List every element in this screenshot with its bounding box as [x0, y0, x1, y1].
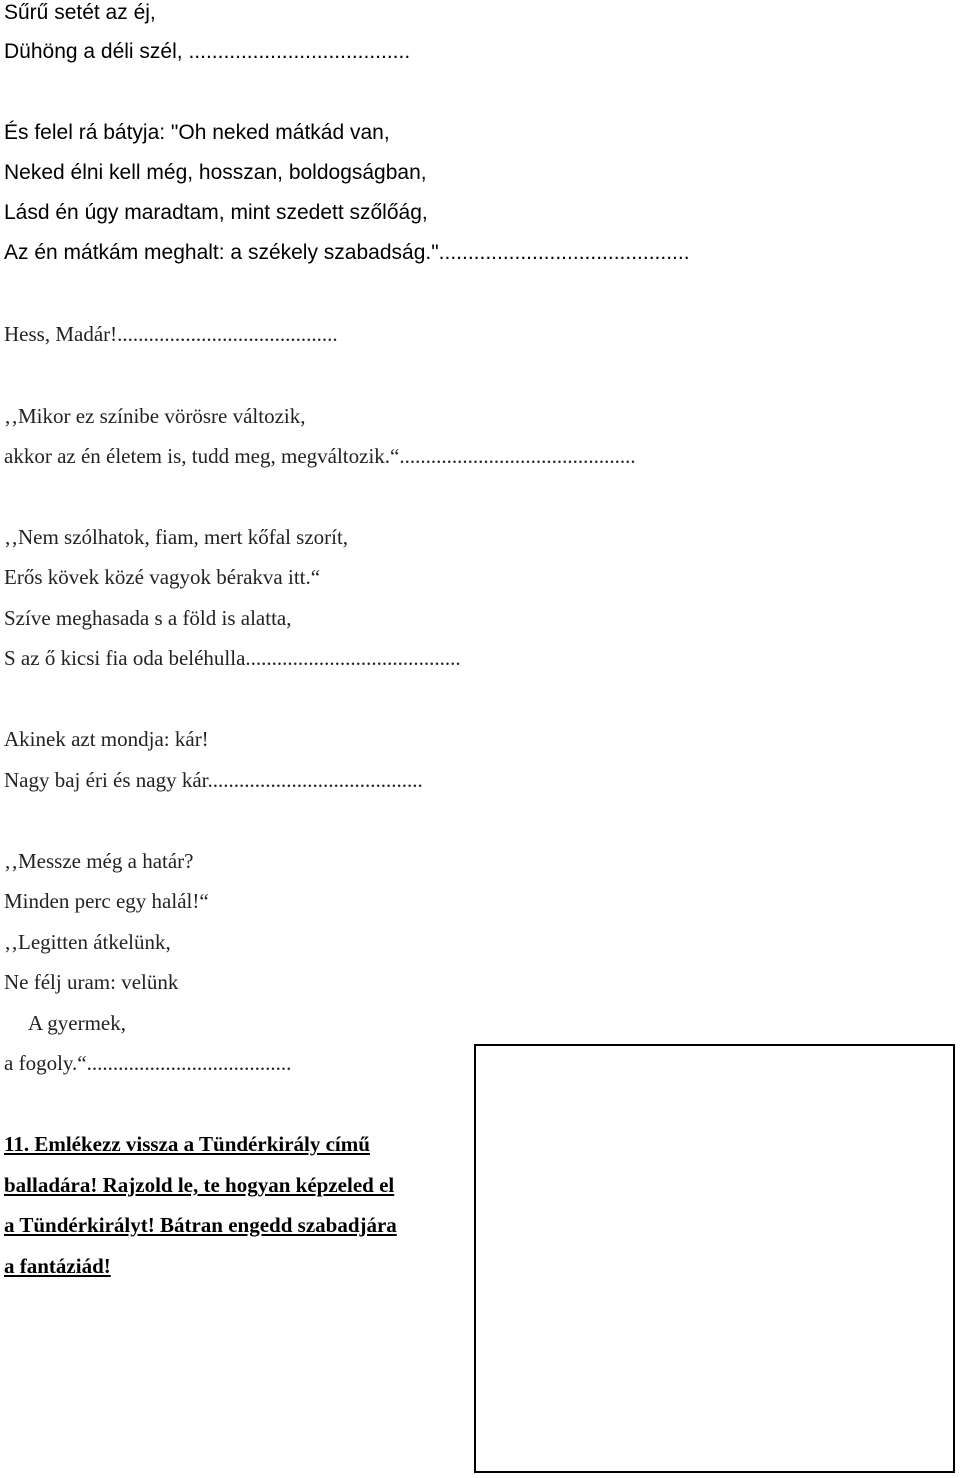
drawing-box[interactable] — [474, 1044, 955, 1473]
poem-line: Lásd én úgy maradtam, mint szedett szőlőág, — [4, 201, 428, 224]
task-line: 11. Emlékezz vissza a Tündérkirály című — [4, 1132, 370, 1156]
task-line: balladára! Rajzold le, te hogyan képzeled el — [4, 1173, 395, 1197]
poem-line: Hess, Madár!.......................................... — [4, 322, 338, 346]
task-line: a fantáziád! — [4, 1254, 111, 1278]
poem-line: ‚‚Mikor ez színibe vörösre változik, — [4, 404, 306, 428]
poem-line: ‚‚Legitten átkelünk, — [4, 930, 171, 954]
poem-line: Dühöng a déli szél, ...................................... — [4, 40, 411, 63]
poem-line: Nagy baj éri és nagy kár......................................... — [4, 768, 423, 792]
poem-line: Akinek azt mondja: kár! — [4, 727, 209, 751]
poem-line: És felel rá bátyja: "Oh neked mátkád van, — [4, 121, 390, 144]
poem-line: Minden perc egy halál!“ — [4, 889, 209, 913]
poem-line: ‚‚Nem szólhatok, fiam, mert kőfal szorít, — [4, 525, 349, 549]
poem-line: Neked élni kell még, hosszan, boldogságban, — [4, 161, 427, 184]
poem-line: ‚‚Messze még a határ? — [4, 849, 194, 873]
poem-line: Az én mátkám meghalt: a székely szabadság."........................................... — [4, 241, 690, 264]
poem-line: Erős kövek közé vagyok bérakva itt.“ — [4, 565, 321, 589]
poem-line: Szíve meghasada s a föld is alatta, — [4, 606, 292, 630]
poem-line: Ne félj uram: velünk — [4, 970, 179, 994]
poem-line: Sűrű setét az éj, — [4, 1, 156, 24]
poem-line: akkor az én életem is, tudd meg, megváltozik.“............................................. — [4, 444, 636, 468]
poem-line: a fogoly.“....................................... — [4, 1051, 292, 1075]
task-line: a Tündérkirályt! Bátran engedd szabadjára — [4, 1213, 397, 1237]
poem-line: S az ő kicsi fia oda beléhulla......................................... — [4, 646, 461, 670]
poem-line: A gyermek, — [28, 1011, 126, 1035]
